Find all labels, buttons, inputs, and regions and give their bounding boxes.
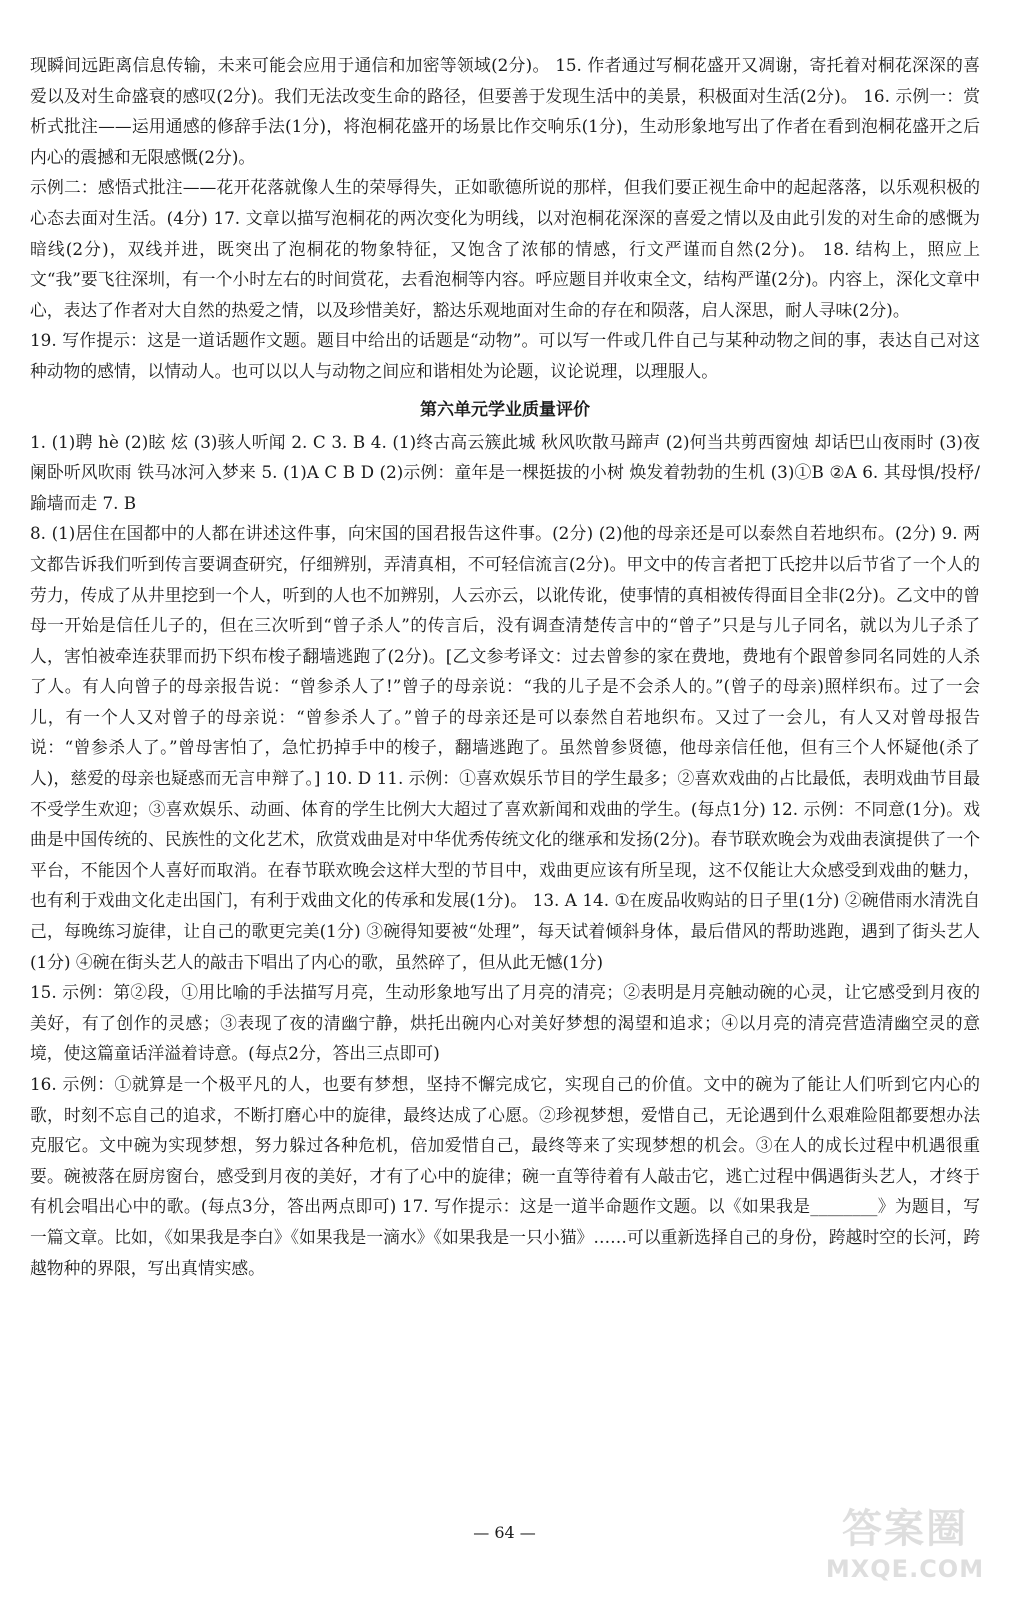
section-paragraph-3: 15. 示例：第②段，①用比喻的手法描写月亮，生动形象地写出了月亮的清亮；②表明是月亮触动碗的心灵，让它感受到月夜的美好，有了创作的灵感；③表现了夜的清幽宁静，烘托出碗内心对美好梦想的渴望和追求；④以月亮的清亮营造清幽空灵的意境，使这篇童话洋溢着诗意。(每点2分，答出三点即可) xyxy=(30,982,980,1064)
section-paragraph-4: 16. 示例：①就算是一个极平凡的人，也要有梦想，坚持不懈完成它，实现自己的价值。文中的碗为了能让人们听到它内心的歌，时刻不忘自己的追求，不断打磨心中的旋律，最终达成了心愿。②珍视梦想，爱惜自己，无论遇到什么艰难险阻都要想办法克服它。文中碗为实现梦想，努力躲过各种危机，倍加爱惜自己，最终等来了实现梦想的机会。③在人的成长过程中机遇很重要。碗被落在厨房窗台，感受到月夜的美好，才有了心中的旋律；碗一直等待着有人敲击它，逃亡过程中偶遇街头艺人，才终于有机会唱出心中的歌。(每点3分，答出两点即可) 17. 写作提示：这是一道半命题作文题。以《如果我是________》为题目，写一篇文章。比如，《如果我是李白》《如果我是一滴水》《如果我是一只小猫》……可以重新选择自己的身份，跨越时空的长河，跨越物种的界限，写出真情实感。 xyxy=(30,1074,980,1278)
answer-paragraph-3: 19. 写作提示：这是一道话题作文题。题目中给出的话题是“动物”。可以写一件或几件自己与某种动物之间的事，表达自己对这种动物的感情，以情动人。也可以以人与动物之间应和谐相处为论题，议论说理，以理服人。 xyxy=(30,330,980,381)
page-number: — 64 — xyxy=(473,1523,536,1542)
watermark-text-cn: 答案圈 xyxy=(842,1506,968,1552)
section-paragraph-1: 1. (1)聘 hè (2)眩 炫 (3)骇人听闻 2. C 3. B 4. (1)终古高云簇此城 秋风吹散马蹄声 (2)何当共剪西窗烛 却话巴山夜雨时 (3)夜阑卧听风吹雨 铁马冰河入梦来 5. (1)A C B D (2)示例：童年是一棵挺拔的小树 焕发着勃勃的生机 (3)①B ②A 6. 其母惧/投杼/踰墙而走 7. B xyxy=(30,431,980,513)
answer-paragraph-1: 现瞬间远距离信息传输，未来可能会应用于通信和加密等领域(2分)。 15. 作者通过写桐花盛开又凋谢，寄托着对桐花深深的喜爱以及对生命盛衰的感叹(2分)。我们无法改变生命的路径，但要善于发现生活中的美景，积极面对生活(2分)。 16. 示例一：赏析式批注——运用通感的修辞手法(1分)，将泡桐花盛开的场景比作交响乐(1分)，生动形象地写出了作者在看到泡桐花盛开之后内心的震撼和无限感慨(2分)。 xyxy=(30,55,980,167)
answer-page xyxy=(30,50,980,1283)
section-paragraph-2: 8. (1)居住在国都中的人都在讲述这件事，向宋国的国君报告这件事。(2分) (2)他的母亲还是可以泰然自若地织布。(2分) 9. 两文都告诉我们听到传言要调查研究，仔细辨别，弄清真相，不可轻信流言(2分)。甲文中的传言者把丁氏挖井以后节省了一个人的劳力，传成了从井里挖到一个人，听到的人也不加辨别，人云亦云，以讹传讹，使事情的真相被传得面目全非(2分)。乙文中的曾母一开始是信任儿子的，但在三次听到“曾子杀人”的传言后，没有调查清楚传言中的“曾子”只是与儿子同名，就以为儿子杀了人，害怕被牵连获罪而扔下织布梭子翻墙逃跑了(2分)。[乙文参考译文：过去曾参的家在费地，费地有个跟曾参同名同姓的人杀了人。有人向曾子的母亲报告说：“曾参杀人了!”曾子的母亲说：“我的儿子是不会杀人的。”(曾子的母亲)照样织布。过了一会儿，有一个人又对曾子的母亲说：“曾参杀人了。”曾子的母亲还是可以泰然自若地织布。又过了一会儿，有人又对曾母报告说：“曾参杀人了。”曾母害怕了，急忙扔掉手中的梭子，翻墙逃跑了。虽然曾参贤德，他母亲信任他，但有三个人怀疑他(杀了人)，慈爱的母亲也疑惑而无言申辩了。] 10. D 11. 示例：①喜欢娱乐节目的学生最多；②喜欢戏曲的占比最低，表明戏曲节目最不受学生欢迎；③喜欢娱乐、动画、体育的学生比例大大超过了喜欢新闻和戏曲的学生。(每点1分) 12. 示例：不同意(1分)。戏曲是中国传统的、民族性的文化艺术，欣赏戏曲是对中华优秀传统文化的继承和发扬(2分)。春节联欢晚会为戏曲表演提供了一个平台，不能因个人喜好而取消。在春节联欢晚会这样大型的节目中，戏曲更应该有所呈现，这不仅能让大众感受到戏曲的魅力，也有利于戏曲文化走出国门，有利于戏曲文化的传承和发展(1分)。 13. A 14. ①在废品收购站的日子里(1分) ②碗借雨水清洗自己，每晚练习旋律，让自己的歌更完美(1分) ③碗得知要被“处理”，每天试着倾斜身体，最后借风的帮助逃跑，遇到了街头艺人(1分) ④碗在街头艺人的敲击下唱出了内心的歌，虽然碎了，但从此无憾(1分) xyxy=(30,523,980,972)
section-title: 第六单元学业质量评价 xyxy=(420,399,590,420)
watermark-text-url: MXQE.COM xyxy=(825,1555,985,1583)
watermark-logo xyxy=(815,1504,995,1592)
answer-paragraph-2: 示例二：感悟式批注——花开花落就像人生的荣辱得失，正如歌德所说的那样，但我们要正视生命中的起起落落，以乐观积极的心态去面对生活。(4分) 17. 文章以描写泡桐花的两次变化为明线，以对泡桐花深深的喜爱之情以及由此引发的对生命的感慨为暗线(2分)，双线并进，既突出了泡桐花的物象特征，又饱含了浓郁的情感，行文严谨而自然(2分)。 18. 结构上，照应上文“我”要飞往深圳，有一个小时左右的时间赏花，去看泡桐等内容。呼应题目并收束全文，结构严谨(2分)。内容上，深化文章中心，表达了作者对大自然的热爱之情，以及珍惜美好，豁达乐观地面对生命的存在和陨落，启人深思，耐人寻味(2分)。 xyxy=(30,177,980,320)
